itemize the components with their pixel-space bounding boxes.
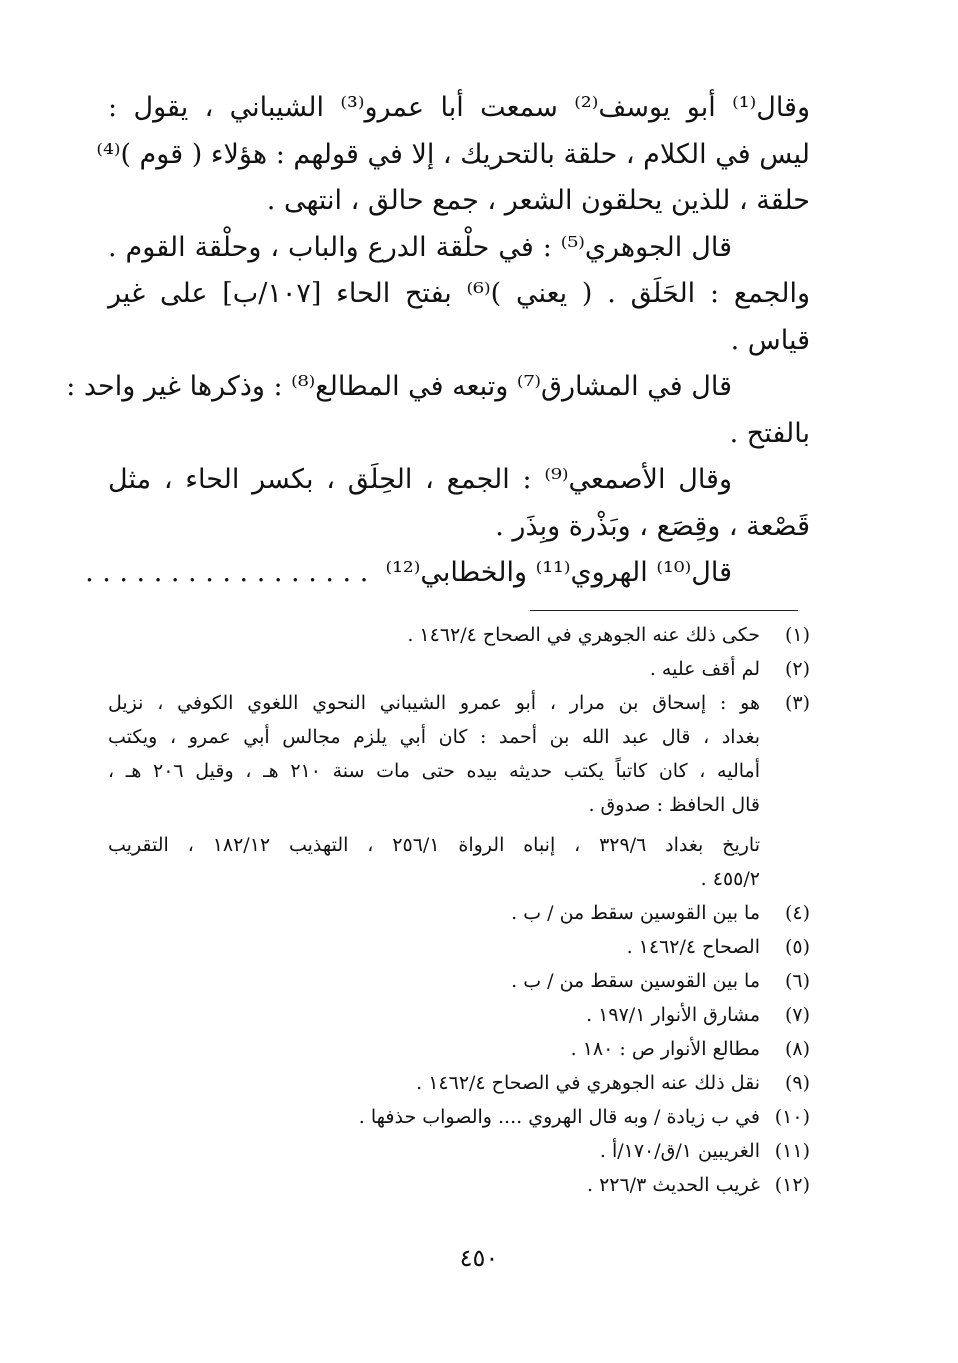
footnote-6 <box>108 964 810 998</box>
footnote-text: الغريبين ١/ق/١٧٠/أ . <box>599 1140 760 1162</box>
footnote-text: قال الحافظ : صدوق . <box>588 794 760 816</box>
footnote-number: (٧) <box>784 1004 810 1026</box>
footnote-number: (٥) <box>784 936 810 958</box>
footnote-1 <box>108 618 810 652</box>
footnote-text: ٤٥٥/٢ . <box>700 868 760 890</box>
footnote-text: مطالع الأنوار ص : ١٨٠ . <box>570 1038 760 1060</box>
footnote-text: حكى ذلك عنه الجوهري في الصحاح ١٤٦٢/٤ . <box>407 624 760 646</box>
text-line: قال الجوهري⁽⁵⁾ : في حلْقة الدرع والباب ، وحلْقة القوم . <box>108 231 732 263</box>
footnote-11 <box>108 1134 810 1168</box>
text-line: قَصْعة ، وقِصَع ، وبَذْرة وبِذَر . <box>495 510 810 542</box>
footnote-2 <box>108 652 810 686</box>
footnote-number: (١١) <box>774 1140 810 1162</box>
footnote-number: (٦) <box>784 970 810 992</box>
footnote-text: هو : إسحاق بن مرار ، أبو عمرو الشيباني النحوي اللغوي الكوفي ، نزيل <box>108 692 760 714</box>
footnote-number: (١) <box>784 624 810 646</box>
footnote-12 <box>108 1168 810 1202</box>
footnote-text: لم أقف عليه . <box>649 658 760 680</box>
footnote-3-sources <box>108 828 810 896</box>
text-line: حلقة ، للذين يحلقون الشعر ، جمع حالق ، انتهى . <box>266 185 810 216</box>
text-line: وقال⁽¹⁾ أبو يوسف⁽²⁾ سمعت أبا عمرو⁽³⁾ الشيباني ، يقول : <box>108 92 810 123</box>
footnote-7 <box>108 998 810 1032</box>
footnote-number: (٩) <box>784 1072 810 1094</box>
footnote-10 <box>108 1100 810 1134</box>
text-line: بالفتح . <box>729 417 810 449</box>
footnote-text: ما بين القوسين سقط من / ب . <box>511 970 760 992</box>
text-line: قال⁽¹⁰⁾ الهروي⁽¹¹⁾ والخطابي⁽¹²⁾ <box>385 557 732 588</box>
footnote-text: نقل ذلك عنه الجوهري في الصحاح ١٤٦٢/٤ . <box>416 1072 760 1094</box>
footnote-5 <box>108 930 810 964</box>
footnote-number: (٣) <box>784 692 810 714</box>
text-line: والجمع : الحَلَق . ( يعني )⁽⁶⁾ بفتح الحاء [١٠٧/ب] على غير <box>108 278 811 309</box>
page-number: ٤٥٠ <box>459 1244 499 1272</box>
footnote-8 <box>108 1032 810 1066</box>
footnote-text: ما بين القوسين سقط من / ب . <box>511 902 760 924</box>
footnote-text: تاريخ بغداد ٣٢٩/٦ ، إنباه الرواة ٢٥٦/١ ، التهذيب ١٨٢/١٢ ، التقريب <box>108 834 760 856</box>
footnote-4 <box>108 896 810 930</box>
footnotes <box>108 618 810 1202</box>
footnote-number: (٢) <box>784 658 810 680</box>
footnote-number: (١٠) <box>774 1106 810 1128</box>
footnote-text: بغداد ، قال عبد الله بن أحمد : كان أبي يلزم مجالس أبي عمرو ، ويكتب <box>108 726 760 748</box>
footnote-number: (١٢) <box>774 1174 810 1196</box>
footnote-text: أماليه ، كان كاتباً يكتب حديثه بيده حتى مات سنة ٢١٠ هـ ، وقيل ٢٠٦ هـ ، <box>108 760 760 782</box>
footnote-text: الصحاح ١٤٦٢/٤ . <box>626 936 760 958</box>
text-line: ليس في الكلام ، حلقة بالتحريك ، إلا في قولهم : هؤلاء ( قوم )⁽⁴⁾ <box>96 138 810 170</box>
footnote-text: مشارق الأنوار ١٩٧/١ . <box>586 1004 760 1026</box>
main-text <box>66 88 811 600</box>
ellipsis-dots: . . . . . . . . . . . . . . . . . <box>85 557 369 588</box>
footnote-text: غريب الحديث ٢٢٦/٣ . <box>586 1174 760 1196</box>
footnote-separator <box>530 610 798 611</box>
footnote-number: (٤) <box>784 902 810 924</box>
footnote-number: (٨) <box>784 1038 810 1060</box>
text-line: قال في المشارق⁽⁷⁾ وتبعه في المطالع⁽⁸⁾ : وذكرها غير واحد : <box>66 371 732 402</box>
footnote-text: في ب زيادة / وبه قال الهروي .... والصواب حذفها . <box>358 1106 760 1128</box>
text-line: قياس . <box>730 324 810 356</box>
text-line-with-dots <box>85 553 810 600</box>
footnote-3 <box>108 686 810 822</box>
text-line: وقال الأصمعي⁽⁹⁾ : الجمع ، الحِلَق ، بكسر الحاء ، مثل <box>108 464 732 495</box>
footnote-9 <box>108 1066 810 1100</box>
